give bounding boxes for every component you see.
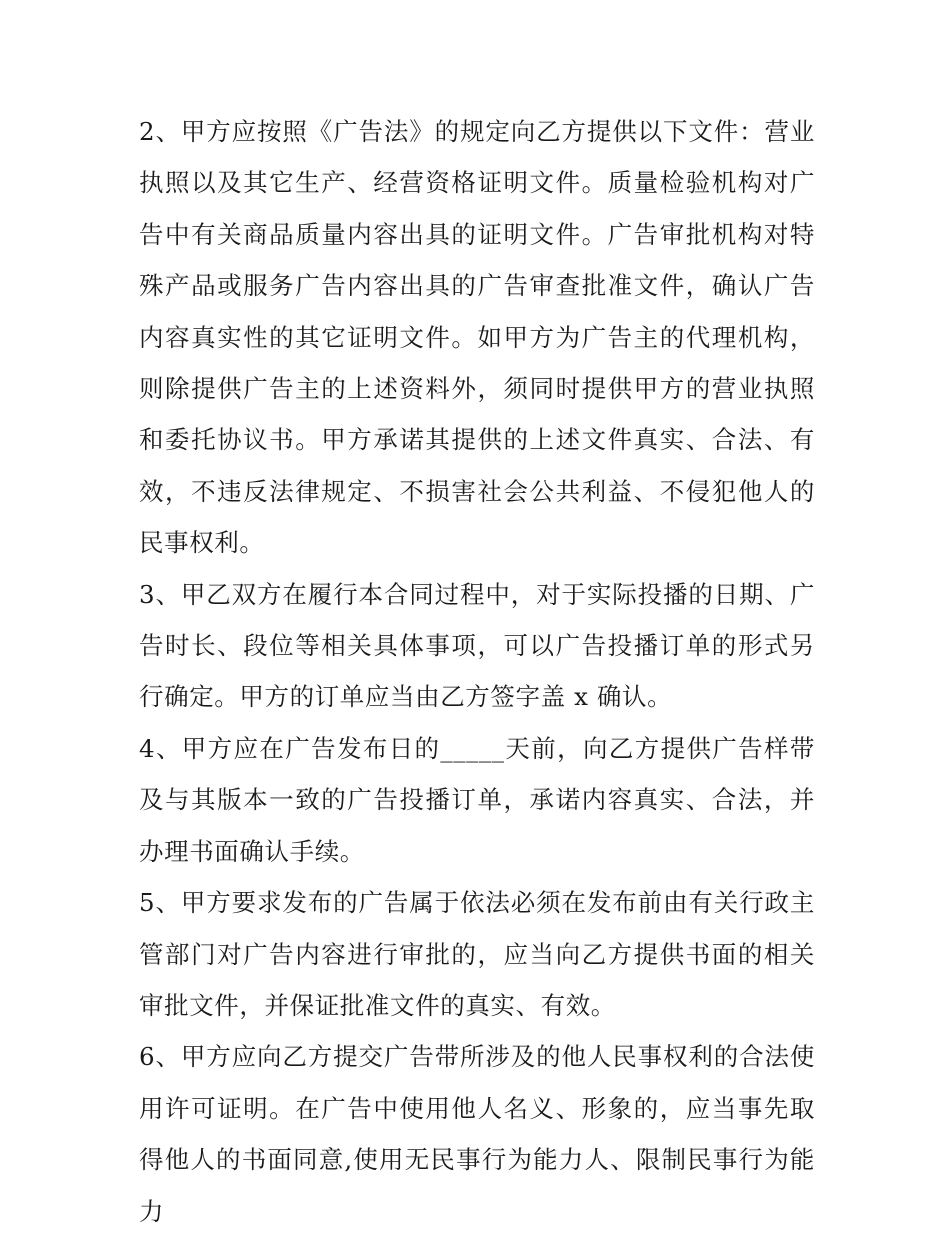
clause-4-paragraph: 4、甲方应在广告发布日的_____天前，向乙方提供广告样带及与其版本一致的广告投播订单，承诺内容真实、合法，并办理书面确认手续。 xyxy=(139,733,815,866)
clause-5-paragraph: 5、甲方要求发布的广告属于依法必须在发布前由有关行政主管部门对广告内容进行审批的，应当向乙方提供书面的相关审批文件，并保证批准文件的真实、有效。 xyxy=(139,888,815,1020)
document-body xyxy=(139,106,815,1237)
clause-3-paragraph: 3、甲乙双方在履行本合同过程中，对于实际投播的日期、广告时长、段位等相关具体事项，可以广告投播订单的形式另行确定。甲方的订单应当由乙方签字盖 x 确认。 xyxy=(139,579,815,712)
clause-2-paragraph: 2、甲方应按照《广告法》的规定向乙方提供以下文件：营业执照以及其它生产、经营资格证明文件。质量检验机构对广告中有关商品质量内容出具的证明文件。广告审批机构对特殊产品或服务广告内容出具的广告审查批准文件，确认广告内容真实性的其它证明文件。如甲方为广告主的代理机构，则除提供广告主的上述资料外，须同时提供甲方的营业执照和委托协议书。甲方承诺其提供的上述文件真实、合法、有效，不违反法律规定、不损害社会公共利益、不侵犯他人的民事权利。 xyxy=(139,117,815,558)
clause-6-paragraph: 6、甲方应向乙方提交广告带所涉及的他人民事权利的合法使用许可证明。在广告中使用他人名义、形象的，应当事先取得他人的书面同意,使用无民事行为能力人、限制民事行为能力 xyxy=(139,1042,815,1226)
